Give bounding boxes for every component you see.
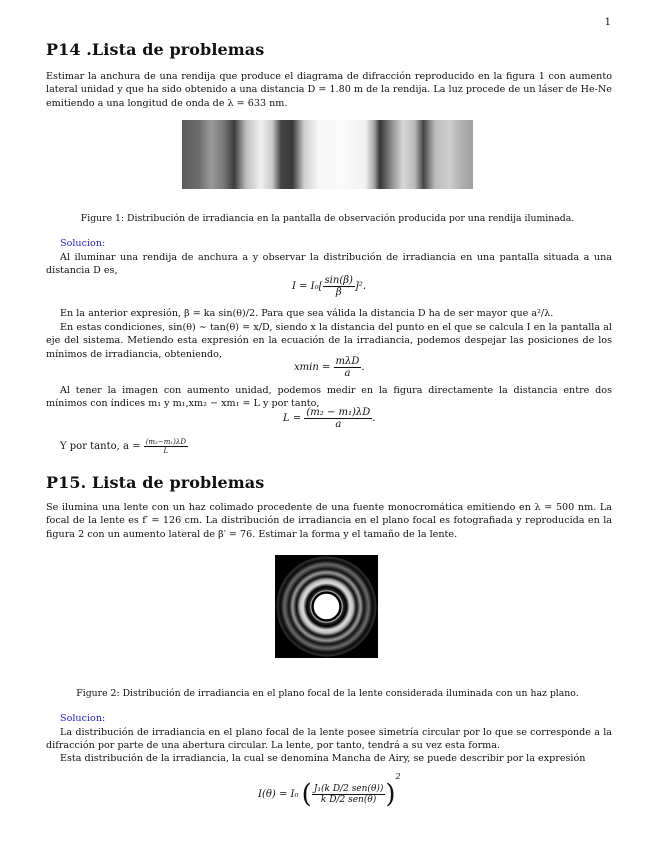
eq4-denominator: L <box>163 447 169 455</box>
eq3-fraction <box>304 407 372 430</box>
eq1-rhs: ]². <box>354 281 366 292</box>
figure-2-caption: Figure 2: Distribución de irradiancia en el plano focal de la lente considerada iluminada con un haz plano. <box>76 688 579 699</box>
figure-1-single-slit-diffraction <box>182 120 473 189</box>
p15-title: P15. Lista de problemas <box>46 473 265 492</box>
figure-1-caption: Figure 1: Distribución de irradiancia en la pantalla de observación producida por una rendija iluminada. <box>80 213 575 224</box>
eq2-lhs: xmin = <box>294 362 331 373</box>
p14-intro: Estimar la anchura de una rendija que produce el diagrama de difracción reproducido en la figura 1 con aumento lateral unidad y que ha sido obtenido a una distancia D = 1.80 m de la rendija. La luz procede de un láser de He-Ne emitiendo a una longitud de onda de λ = 633 nm. <box>46 71 612 109</box>
p14-solution-paragraph-1: Al iluminar una rendija de anchura a y observar la distribución de irradiancia en una pantalla situada a una distancia D es, <box>46 252 612 277</box>
p14-solution-paragraph-2: En la anterior expresión, β = ka sin(θ)/2. Para que sea válida la distancia D ha de ser mayor que a²/λ. <box>60 308 554 319</box>
eq4-numerator: (m₂−m₁)λD <box>145 438 186 446</box>
eq3-end: . <box>372 413 376 424</box>
eq4-fraction <box>144 438 188 455</box>
eq2-numerator: mλD <box>335 356 360 367</box>
eq1-numerator: sin(β) <box>324 275 353 286</box>
p14-solution-paragraph-3: En estas condiciones, sin(θ) ∼ tan(θ) = x/D, siendo x la distancia del punto en el que se calcula I en la pantalla al eje del sistema. Metiendo esta expresión en la ecuación de la irradiancia, podemos despejar las posiciones de los mínimos de irradiancia, obteniendo, <box>46 322 612 360</box>
p14-equation-xmin <box>294 356 365 379</box>
airy-eq-lhs: I(θ) = I₀ <box>258 789 299 800</box>
figure-2-airy-pattern <box>275 555 378 658</box>
eq2-denominator: a <box>344 368 351 379</box>
final-result-text: Y por tanto, a = <box>60 441 141 452</box>
eq3-numerator: (m₂ − m₁)λD <box>306 407 371 418</box>
p14-solucion-label: Solucion: <box>60 238 106 249</box>
page-number: 1 <box>604 17 611 28</box>
p14-equation-L <box>283 407 375 430</box>
eq3-denominator: a <box>335 419 342 430</box>
p15-equation-airy: I(θ) = I₀ ( $\frac{\text{J₁(k D/2 sen(θ))}}{\text{k D/2 sen(θ)}}$ )$^2$ <box>258 772 401 810</box>
p15-solution-paragraph-2: Esta distribución de la irradiancia, la cual se denomina Mancha de Airy, se puede describir por la expresión <box>60 753 586 764</box>
p15-solucion-label: Solucion: <box>60 713 106 724</box>
p15-intro: Se ilumina una lente con un haz colimado procedente de una fuente monocromática emitiendo en λ = 500 nm. La focal de la lente es f′ = 126 cm. La distribución de irradiancia en el plano focal es fotografiada y reproducida en la figura 2 con un aumento lateral de β′ = 76. Estimar la forma y el tamaño de la lente. <box>46 502 612 540</box>
eq1-lhs: I = I₀[ <box>292 281 323 292</box>
eq2-fraction <box>334 356 365 379</box>
eq1-fraction <box>323 275 355 298</box>
airy-eq-fraction <box>312 784 386 805</box>
p14-title: P14 .Lista de problemas <box>46 40 265 59</box>
eq3-lhs: L = <box>283 413 302 424</box>
p14-equation-irradiance <box>292 275 366 298</box>
eq2-end: . <box>361 362 365 373</box>
airy-eq-exponent: 2 <box>395 772 401 781</box>
airy-eq-denominator: k D/2 sen(θ) <box>320 795 377 805</box>
airy-eq-numerator: J₁(k D/2 sen(θ)) <box>313 784 384 794</box>
p15-solution-paragraph-1: La distribución de irradiancia en el plano focal de la lente posee simetría circular por lo que se corresponde a la difracción por parte de una abertura circular. La lente, por tanto, tendrá a su vez esta forma. <box>46 727 612 752</box>
eq1-denominator: β <box>335 287 342 298</box>
p14-final-result <box>60 438 188 455</box>
p14-solution-paragraph-4: Al tener la imagen con aumento unidad, podemos medir en la figura directamente la distancia entre dos mínimos con índices m₁ y m₁,xm₂ − xm₁ = L y por tanto, <box>46 385 612 410</box>
